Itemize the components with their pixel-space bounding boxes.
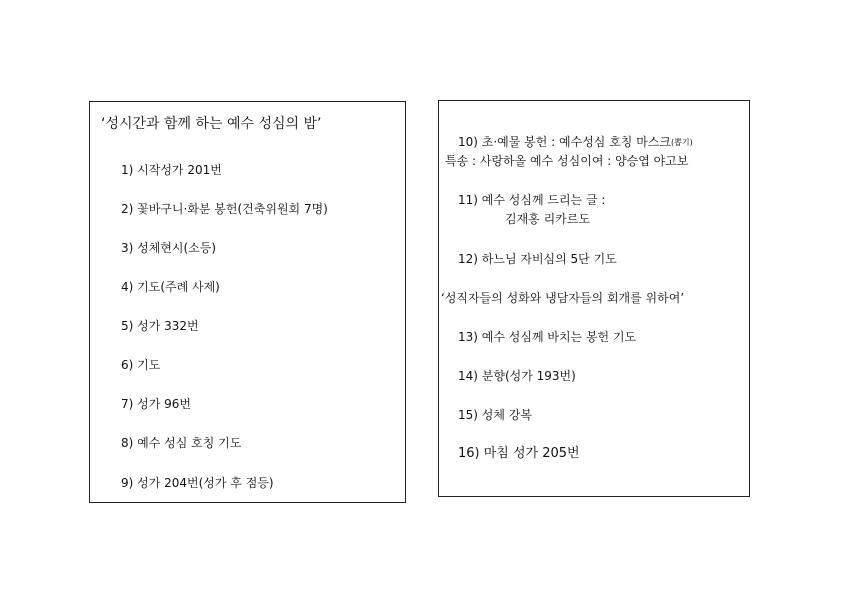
program-item-9: 9) 성가 204번(성가 후 점등): [121, 476, 274, 490]
left-program-panel: [89, 101, 406, 503]
program-item-4: 4) 기도(주례 사제): [121, 280, 220, 294]
program-item-10: [458, 135, 693, 150]
program-item-3: 3) 성체현시(소등): [121, 241, 217, 255]
right-program-panel: [438, 100, 750, 497]
program-item-8: 8) 예수 성심 호칭 기도: [121, 436, 242, 450]
program-item-11-author: 김재홍 리카르도: [505, 212, 590, 226]
program-item-6: 6) 기도: [121, 358, 161, 372]
program-item-7: 7) 성가 96번: [121, 397, 191, 411]
program-item-2: 2) 꽃바구니·화분 봉헌(건축위원회 7명): [121, 202, 328, 216]
program-item-10-note: (뽑기): [671, 138, 693, 147]
program-item-10-text: 10) 초·예물 봉헌 : 예수성심 호칭 마스크: [458, 135, 671, 149]
program-item-16: 16) 마침 성가 205번: [458, 446, 580, 461]
program-item-13: 13) 예수 성심께 바치는 봉헌 기도: [458, 330, 637, 344]
program-item-14: 14) 분향(성가 193번): [458, 369, 576, 383]
special-song-line: 특송 : 사랑하올 예수 성심이여 : 양승엽 야고보: [445, 154, 689, 168]
program-item-11: 11) 예수 성심께 드리는 글 :: [458, 193, 606, 207]
program-item-15: 15) 성체 강복: [458, 408, 532, 422]
program-item-12: 12) 하느님 자비심의 5단 기도: [458, 252, 617, 266]
prayer-intention: ‘성직자들의 성화와 냉담자들의 회개를 위하여’: [441, 291, 685, 305]
program-item-5: 5) 성가 332번: [121, 319, 199, 333]
program-title: ‘성시간과 함께 하는 예수 성심의 밤’: [101, 116, 322, 132]
program-item-1: 1) 시작성가 201번: [121, 163, 222, 177]
